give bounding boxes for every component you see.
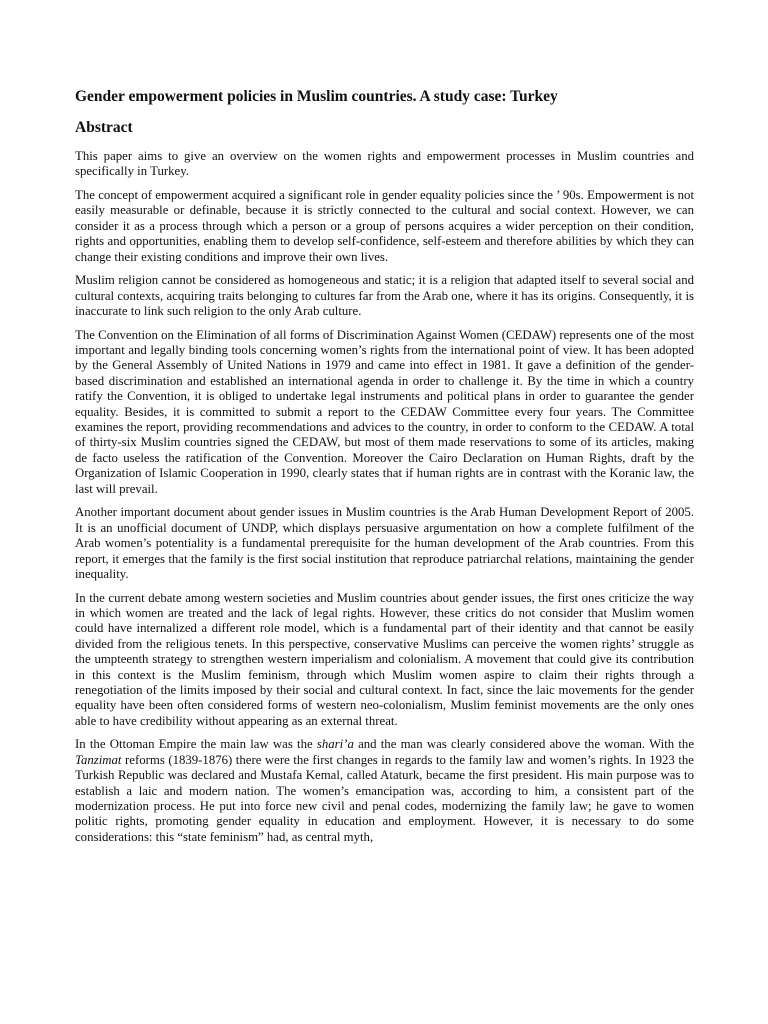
paragraph-text: reforms (1839-1876) there were the first changes in regards to the family law and women’s rights. In 1923 the Turkish Republic was declared and Mustafa Kemal, called Ataturk, became the first president. His main purpose was to establish a laic and modern nation. The women’s emancipation was, according to him, a consistent part of the modernization process. He put into force new civil and penal codes, modernizing the family law; he gave to women politic rights, promoting gender equality in education and employment. However, it is necessary to do some considerations: this “state feminism” had, as central myth, (75, 752, 694, 844)
document-title: Gender empowerment policies in Muslim countries. A study case: Turkey (75, 88, 558, 105)
abstract-body (75, 149, 694, 853)
paragraph: The Convention on the Elimination of all forms of Discrimination Against Women (CEDAW) represents one of the most important and legally binding tools concerning women’s rights from the international point of view. It has been adopted by the General Assembly of United Nations in 1979 and came into effect in 1981. It gave a definition of the gender-based discrimination and established an international agenda in order to challenge it. By the time in which a country ratify the Convention, it is obliged to undertake legal instruments and political plans in order to guarantee the gender equality. Besides, it is committed to submit a report to the CEDAW Committee every four years. The Committee examines the report, providing recommendations and advices to the country, in order to conform to the CEDAW. A total of thirty-six Muslim countries signed the CEDAW, but most of them made reservations to some of its articles, making de facto useless the ratification of the Convention. Moreover the Cairo Declaration on Human Rights, draft by the Organization of Islamic Cooperation in 1990, clearly states that if human rights are in contrast with the Koranic law, the last will prevail. (75, 327, 694, 496)
paragraph: Muslim religion cannot be considered as homogeneous and static; it is a religion that adapted itself to several social and cultural contexts, acquiring traits belonging to cultures far from the Arab one, where it has its origins. Consequently, it is inaccurate to link such religion to the only Arab culture. (75, 273, 694, 319)
paragraph-text: In the Ottoman Empire the main law was the (75, 737, 317, 752)
abstract-heading: Abstract (75, 119, 133, 136)
italic-term-tanzimat: Tanzimat (75, 752, 122, 767)
paragraph: The concept of empowerment acquired a significant role in gender equality policies since the ’ 90s. Empowerment is not easily measurable or definable, because it is strictly connected to the cultural and social context. However, we can consider it as a process through which a person or a group of persons acquires a wider perception on their condition, rights and opportunities, enabling them to develop self-confidence, self-esteem and therefore abilities by which they can change their existing conditions and improve their own lives. (75, 188, 694, 264)
paragraph: Another important document about gender issues in Muslim countries is the Arab Human Development Report of 2005. It is an unofficial document of UNDP, which displays persuasive argumentation on how a complete fulfilment of the Arab women’s potentiality is a fundamental prerequisite for the human development of the Arab countries. From this report, it emerges that the family is the first social institution that reproduce patriarchal relations, maintaining the gender inequality. (75, 505, 694, 581)
italic-term-sharia: shari’a (316, 737, 354, 752)
paragraph-ottoman (75, 737, 694, 845)
paragraph: This paper aims to give an overview on the women rights and empowerment processes in Muslim countries and specifically in Turkey. (75, 149, 694, 179)
paragraph: In the current debate among western societies and Muslim countries about gender issues, the first ones criticize the way in which women are treated and the lack of legal rights. However, these critics do not consider that Muslim women could have internalized a different role model, which is a fundamental part of their identity and that cannot be easily divided from the religious tenets. In this perspective, conservative Muslims can perceive the women rights’ struggle as the umpteenth strategy to strengthen western imperialism and colonialism. A movement that could give its contribution in this context is the Muslim feminism, through which Muslim women aspire to claim their rights through a renegotiation of the limits imposed by their social and cultural context. In fact, since the laic movements for the gender equality have been often considered forms of western neo-colonialism, Muslim feminist movements are the only ones able to have credibility without appearing as an external threat. (75, 590, 694, 728)
paragraph-text: and the man was clearly considered above the woman. With the (353, 737, 694, 752)
